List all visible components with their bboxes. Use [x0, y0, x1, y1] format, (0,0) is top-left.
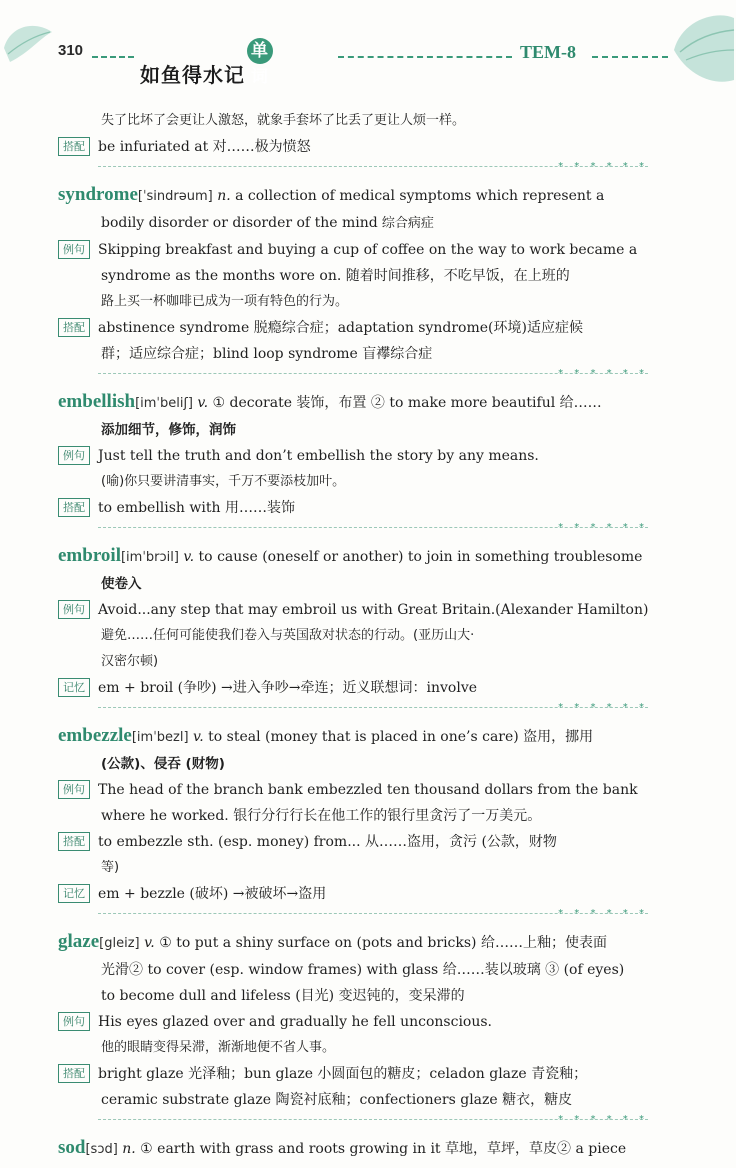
example-line	[58, 597, 648, 623]
example-translation: 汉密尔顿)	[101, 654, 159, 669]
definition: ① decorate 装饰，布置 ② to make more beautiful 给……	[208, 395, 602, 411]
example-line	[58, 443, 648, 469]
collocation-text: be infuriated at 对……极为愤怒	[98, 139, 311, 155]
entry-separator	[58, 369, 648, 383]
example-text: syndrome as the months wore on. 随着时间推移，不吃早饭，在上班的	[101, 268, 570, 284]
exam-tag: TEM-8	[520, 42, 576, 62]
separator-stars: * * * * * *	[558, 702, 648, 713]
separator-stars: * * * * * *	[558, 522, 648, 533]
collocation-tag: 搭配	[58, 498, 90, 517]
memory-tag: 记忆	[58, 884, 90, 903]
headword: syndrome	[58, 184, 138, 205]
definition: to cause (oneself or another) to join in something troublesome	[194, 549, 643, 565]
definition-zh: (公款)、侵吞 (财物)	[101, 756, 225, 772]
part-of-speech: n.	[122, 1141, 136, 1157]
separator-stars: * * * * * *	[558, 368, 648, 379]
headword-line-embellish	[58, 389, 648, 417]
part-of-speech: v.	[183, 549, 195, 565]
part-of-speech: n.	[217, 188, 231, 204]
example-line	[58, 1009, 648, 1035]
separator-stars: * * * * * *	[558, 1114, 648, 1125]
example-line	[58, 237, 648, 263]
headword-line-syndrome	[58, 182, 648, 210]
entry-separator	[58, 909, 648, 923]
example-text: The head of the branch bank embezzled ten thousand dollars from the bank	[98, 782, 638, 798]
separator-stars: * * * * * *	[558, 161, 648, 172]
header-rule-middle	[338, 56, 512, 58]
collocation-text: to embezzle sth. (esp. money) from... 从……盗用，贪污 (公款，财物	[98, 834, 557, 850]
book-title-text: 如鱼得水记	[140, 63, 245, 87]
collocation-line	[58, 829, 648, 855]
phonetic: [gleiz]	[99, 936, 140, 951]
book-title	[140, 38, 273, 88]
example-text: Avoid...any step that may embroil us with Great Britain.(Alexander Hamilton)	[98, 602, 649, 618]
page-number: 310	[58, 42, 84, 59]
headword: glaze	[58, 931, 100, 952]
definition-line	[58, 210, 648, 237]
header-rule-right	[592, 56, 668, 58]
definition: bodily disorder or disorder of the mind	[101, 215, 378, 231]
collocation-tag: 搭配	[58, 1064, 90, 1083]
collocation-tag: 搭配	[58, 318, 90, 337]
definition: 光滑② to cover (esp. window frames) with glass 给……装以玻璃 ③ (of eyes)	[101, 962, 625, 978]
collocation-text: ceramic substrate glaze 陶瓷衬底釉；confectioners glaze 糖衣，糖皮	[101, 1092, 573, 1108]
example-text: His eyes glazed over and gradually he fell unconscious.	[98, 1014, 493, 1030]
entry-separator	[58, 523, 648, 537]
leaf-decoration-left-icon	[0, 18, 56, 70]
continued-text: 失了比坏了会更让人激怒，就象手套坏了比丢了更让人烦一样。	[101, 113, 466, 128]
entry-separator	[58, 1115, 648, 1129]
example-tag: 例句	[58, 446, 90, 465]
phonetic: [ˈsindrəum]	[137, 189, 213, 204]
entry-separator	[58, 162, 648, 176]
headword-line-embroil	[58, 543, 648, 571]
definition: to steal (money that is placed in one’s care) 盗用，挪用	[203, 729, 594, 745]
headword: sod	[58, 1137, 86, 1158]
example-translation: (喻)你只要讲清事实，千万不要添枝加叶。	[101, 474, 346, 489]
definition-zh: 添加细节，修饰，润饰	[101, 422, 236, 438]
part-of-speech: v.	[197, 395, 209, 411]
definition: ① to put a shiny surface on (pots and bricks) 给……上釉；使表面	[154, 935, 607, 951]
part-of-speech: v.	[144, 935, 155, 951]
collocation-tag: 搭配	[58, 832, 90, 851]
book-title-highlight: 单词	[247, 38, 273, 64]
headword: embezzle	[58, 725, 132, 746]
example-text: Just tell the truth and don’t embellish the story by any means.	[98, 448, 539, 464]
headword-line-glaze	[58, 929, 648, 957]
leaf-decoration-right-icon	[664, 10, 736, 90]
example-text: Skipping breakfast and buying a cup of coffee on the way to work became a	[98, 242, 638, 258]
example-text: where he worked. 银行分行行长在他工作的银行里贪污了一万美元。	[101, 808, 542, 824]
separator-stars: * * * * * *	[558, 908, 648, 919]
collocation-text: abstinence syndrome 脱瘾综合症；adaptation syndrome(环境)适应症候	[98, 320, 583, 336]
headword-line-sod	[58, 1135, 648, 1163]
definition-zh: 使卷入	[101, 576, 142, 592]
definition: ① earth with grass and roots growing in it 草地，草坪，草皮② a piece	[135, 1141, 627, 1157]
example-tag: 例句	[58, 240, 90, 259]
collocation-text: bright glaze 光泽釉；bun glaze 小圆面包的糖皮；celadon glaze 青瓷釉；	[98, 1066, 588, 1082]
phonetic: [imˈbezl]	[131, 730, 189, 745]
memory-line	[58, 675, 648, 701]
collocation-line	[58, 1061, 648, 1087]
page-header	[0, 0, 736, 96]
example-line	[58, 777, 648, 803]
definition: to become dull and lifeless (目光) 变迟钝的，变呆滞的	[101, 988, 465, 1004]
headword: embellish	[58, 391, 136, 412]
phonetic: [sɔd]	[85, 1142, 118, 1157]
headword: embroil	[58, 545, 121, 566]
phonetic: [imˈbrɔil]	[120, 550, 179, 565]
dictionary-content	[58, 108, 648, 1163]
definition: a collection of medical symptoms which represent a	[230, 188, 605, 204]
headword-line-embezzle	[58, 723, 648, 751]
header-rule-left	[92, 56, 134, 58]
collocation-line	[58, 495, 648, 521]
memory-line	[58, 881, 648, 907]
collocation-line	[58, 315, 648, 341]
collocation-text: to embellish with 用……装饰	[98, 500, 295, 516]
collocation-tag: 搭配	[58, 137, 90, 156]
memory-text: em + bezzle (破坏) →被破坏→盗用	[98, 886, 327, 902]
example-tag: 例句	[58, 600, 90, 619]
collocation-line	[58, 134, 648, 160]
entry-separator	[58, 703, 648, 717]
example-translation: 避免……任何可能使我们卷入与英国敌对状态的行动。(亚历山大·	[101, 628, 475, 643]
example-translation: 他的眼睛变得呆滞，渐渐地便不省人事。	[101, 1040, 336, 1055]
definition-zh: 综合病症	[377, 216, 434, 231]
example-tag: 例句	[58, 1012, 90, 1031]
collocation-text: 等)	[101, 860, 120, 875]
memory-text: em + broil (争吵) →进入争吵→牵连；近义联想词：involve	[98, 680, 478, 696]
phonetic: [imˈbeliʃ]	[135, 396, 193, 411]
example-tag: 例句	[58, 780, 90, 799]
part-of-speech: v.	[192, 729, 204, 745]
collocation-text: 群；适应综合症；blind loop syndrome 盲襻综合症	[101, 346, 433, 362]
memory-tag: 记忆	[58, 678, 90, 697]
example-translation: 路上买一杯咖啡已成为一项有特色的行为。	[101, 294, 349, 309]
